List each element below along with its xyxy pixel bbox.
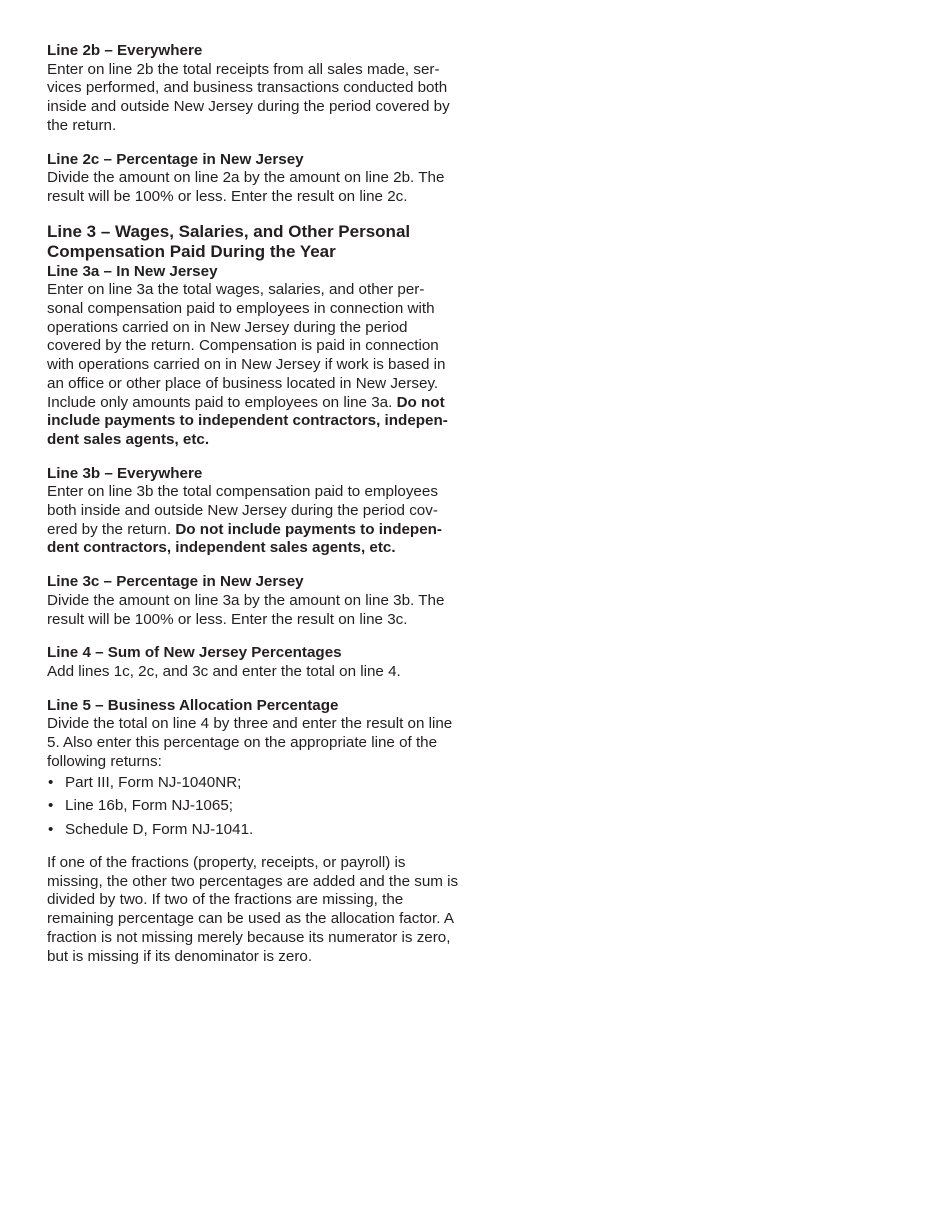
line-2b-body: Enter on line 2b the total receipts from all sales made, ser- vices performed, and business transactions conducted both inside and outside New Jersey during the period covered by the return. xyxy=(47,60,450,134)
line-3a-text xyxy=(47,281,459,449)
line-5-heading: Line 5 – Business Allocation Percentage xyxy=(47,696,339,714)
section-line-5 xyxy=(47,697,459,840)
line-5-body: Divide the total on line 4 by three and enter the result on line 5. Also enter this percentage on the appropriate line of the following returns: xyxy=(47,715,453,770)
line-3a-bold-note: Do not include payments to independent contractors, indepen- dent sales agents, etc. xyxy=(47,393,448,448)
line-4-heading: Line 4 – Sum of New Jersey Percentages xyxy=(47,644,342,662)
line-3c-body: Divide the amount on line 3a by the amount on line 3b. The result will be 100% or less. Enter the result on line 3c. xyxy=(47,591,445,628)
line-3a-body: Enter on line 3a the total wages, salaries, and other per- sonal compensation paid to employees in connection with operations carried on in New Jersey during the period covered by the return. Compensation is paid in connection with operations carried on in New Jersey if work is based in an office or other place of business located in New Jersey. Include only amounts paid to employees on line 3a. xyxy=(47,281,446,411)
list-item: • Line 16b, Form NJ-1065; xyxy=(47,797,459,816)
line-3-heading: Line 3 – Wages, Salaries, and Other Personal Compensation Paid During the Year xyxy=(47,221,411,262)
line-3b-heading: Line 3b – Everywhere xyxy=(47,464,203,482)
line-3b-bold-note: Do not include payments to indepen- dent contractors, independent sales agents, etc. xyxy=(47,520,442,557)
section-line-4 xyxy=(47,644,459,681)
line-3c-heading: Line 3c – Percentage in New Jersey xyxy=(47,573,304,591)
returns-list xyxy=(47,774,459,840)
line-2b-heading: Line 2b – Everywhere xyxy=(47,42,203,59)
list-item: • Part III, Form NJ-1040NR; xyxy=(47,774,459,793)
line-3a-heading: Line 3a – In New Jersey xyxy=(47,262,218,280)
line-3b-text xyxy=(47,483,459,558)
list-item: • Schedule D, Form NJ-1041. xyxy=(47,821,459,840)
line-2c-body: Divide the amount on line 2a by the amount on line 2b. The result will be 100% or less. Enter the result on line 2c. xyxy=(47,169,445,205)
section-line-3b xyxy=(47,465,459,559)
section-line-3c xyxy=(47,573,459,629)
closing-paragraph: If one of the fractions (property, receipts, or payroll) is missing, the other two percentages are added and the sum is divided by two. If two of the fractions are missing, the remaining percentage can be used as the allocation factor. A fraction is not missing merely because its numerator is zero, but is missing if its denominator is zero. xyxy=(47,854,459,965)
section-line-2b xyxy=(47,42,459,136)
line-4-body: Add lines 1c, 2c, and 3c and enter the total on line 4. xyxy=(47,662,401,680)
section-line-2c xyxy=(47,151,459,207)
line-3b-body: Enter on line 3b the total compensation paid to employees both inside and outside New Jersey during the period cov- ered by the return. xyxy=(47,483,438,538)
section-line-3 xyxy=(47,222,459,450)
instructions-column xyxy=(47,42,459,966)
line-2c-heading: Line 2c – Percentage in New Jersey xyxy=(47,150,304,168)
